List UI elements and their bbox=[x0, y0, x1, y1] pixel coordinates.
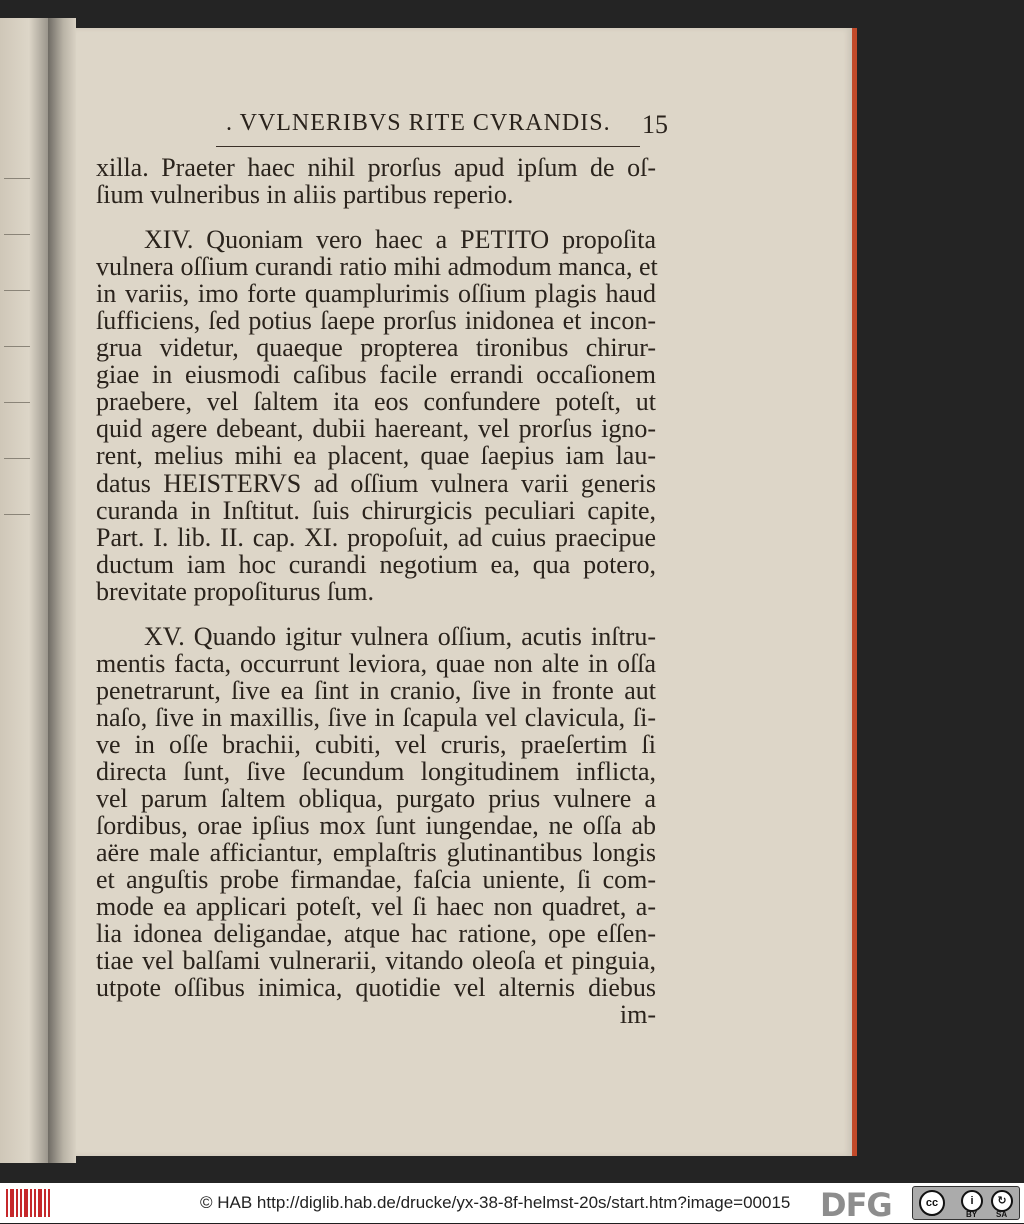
dfg-logo: DFG bbox=[820, 1186, 892, 1224]
text-line: giae in eiusmodi caſibus facile errandi occaſionem bbox=[96, 360, 656, 390]
license-label-by: BY bbox=[966, 1210, 978, 1219]
sa-icon: ↻ bbox=[991, 1190, 1013, 1212]
text-line: in variis, imo forte quamplurimis oſſium plagis haud bbox=[96, 279, 656, 309]
text-line: curanda in Inſtitut. ſuis chirurgicis peculiari capite, bbox=[96, 495, 656, 525]
text-line: naſo, ſive in maxillis, ſive in ſcapula vel clavicula, ſi- bbox=[96, 702, 656, 732]
text-line: vulnera oſſium curandi ratio mihi admodum manca, et bbox=[96, 252, 658, 282]
text-line: ſium vulneribus in aliis partibus reperio. bbox=[96, 180, 514, 210]
text-line: brevitate propoſiturus ſum. bbox=[96, 576, 375, 606]
viewer-footer bbox=[0, 1183, 1024, 1223]
page-header bbox=[96, 110, 668, 154]
text-line: lia idonea deligandae, atque hac ratione, ope eſſen- bbox=[96, 919, 656, 949]
paragraph-xv bbox=[96, 623, 656, 1029]
text-line: mode ea applicari poteſt, vel ſi haec non quadret, a- bbox=[96, 892, 656, 922]
cc-icon: cc bbox=[919, 1190, 945, 1216]
text-line: aëre male afficiantur, emplaſtris glutinantibus longis bbox=[96, 838, 656, 868]
catchword: im- bbox=[619, 1000, 656, 1030]
text-line: XV. Quando igitur vulnera oſſium, acutis inſtru- bbox=[144, 621, 656, 651]
facing-page-edge bbox=[0, 18, 48, 1163]
text-line: ductum iam hoc curandi negotium ea, qua potero, bbox=[96, 549, 656, 579]
copyright-link[interactable]: © HAB http://diglib.hab.de/drucke/yx-38-8f-helmst-20s/start.htm?image=00015 bbox=[200, 1193, 791, 1212]
cc-license-badge[interactable] bbox=[912, 1186, 1020, 1220]
text-line: mentis facta, occurrunt leviora, quae non alte in oſſa bbox=[96, 648, 656, 678]
text-line: ve in oſſe brachii, cubiti, vel cruris, praeſertim ſi bbox=[96, 729, 656, 759]
red-page-edge bbox=[852, 28, 857, 1156]
text-line: et anguſtis probe firmandae, faſcia uniente, ſi com- bbox=[96, 865, 656, 895]
text-line: penetrarunt, ſive ea ſint in cranio, ſive in fronte aut bbox=[96, 675, 656, 705]
paragraph-continuation bbox=[96, 154, 656, 208]
text-line: ſordibus, orae ipſius mox ſunt iungendae, ne oſſa ab bbox=[96, 811, 656, 841]
text-line: tiae vel balſami vulnerarii, vitando oleoſa et pinguia, bbox=[96, 946, 656, 976]
text-line: praebere, vel ſaltem ita eos confundere poteſt, ut bbox=[96, 387, 656, 417]
by-icon: i bbox=[961, 1190, 983, 1212]
text-line: XIV. Quoniam vero haec a PETITO propoſita bbox=[144, 225, 656, 255]
header-rule bbox=[216, 146, 640, 147]
text-line: grua videtur, quaeque propterea tironibus chirur- bbox=[96, 333, 656, 363]
text-line: vel parum ſaltem obliqua, purgato prius vulnere a bbox=[96, 784, 656, 814]
text-line: datus HEISTERVS ad oſſium vulnera varii generis bbox=[96, 468, 656, 498]
text-line: rent, melius mihi ea placent, quae ſaepius iam lau- bbox=[96, 441, 656, 471]
page-number: 15 bbox=[642, 110, 668, 139]
page-text bbox=[96, 110, 668, 1030]
running-title: . VVLNERIBVS RITE CVRANDIS. bbox=[226, 110, 611, 136]
text-line: ſufficiens, ſed potius ſaepe prorſus inidonea et incon- bbox=[96, 306, 656, 336]
text-line: Part. I. lib. II. cap. XI. propoſuit, ad cuius praecipue bbox=[96, 522, 656, 552]
license-label-sa: SA bbox=[996, 1210, 1008, 1219]
paragraph-xiv bbox=[96, 226, 656, 605]
text-line: xilla. Praeter haec nihil prorſus apud ipſum de oſ- bbox=[96, 153, 656, 182]
text-line: quid agere debeant, dubii haereant, vel prorſus igno- bbox=[96, 414, 656, 444]
text-line: directa ſunt, ſive ſecundum longitudinem inflicta, bbox=[96, 756, 656, 786]
book-gutter bbox=[48, 18, 76, 1163]
hab-logo-icon bbox=[6, 1189, 52, 1217]
facing-page-marks bbox=[4, 178, 40, 598]
text-line: utpote oſſibus inimica, quotidie vel alternis diebus bbox=[96, 973, 656, 1003]
